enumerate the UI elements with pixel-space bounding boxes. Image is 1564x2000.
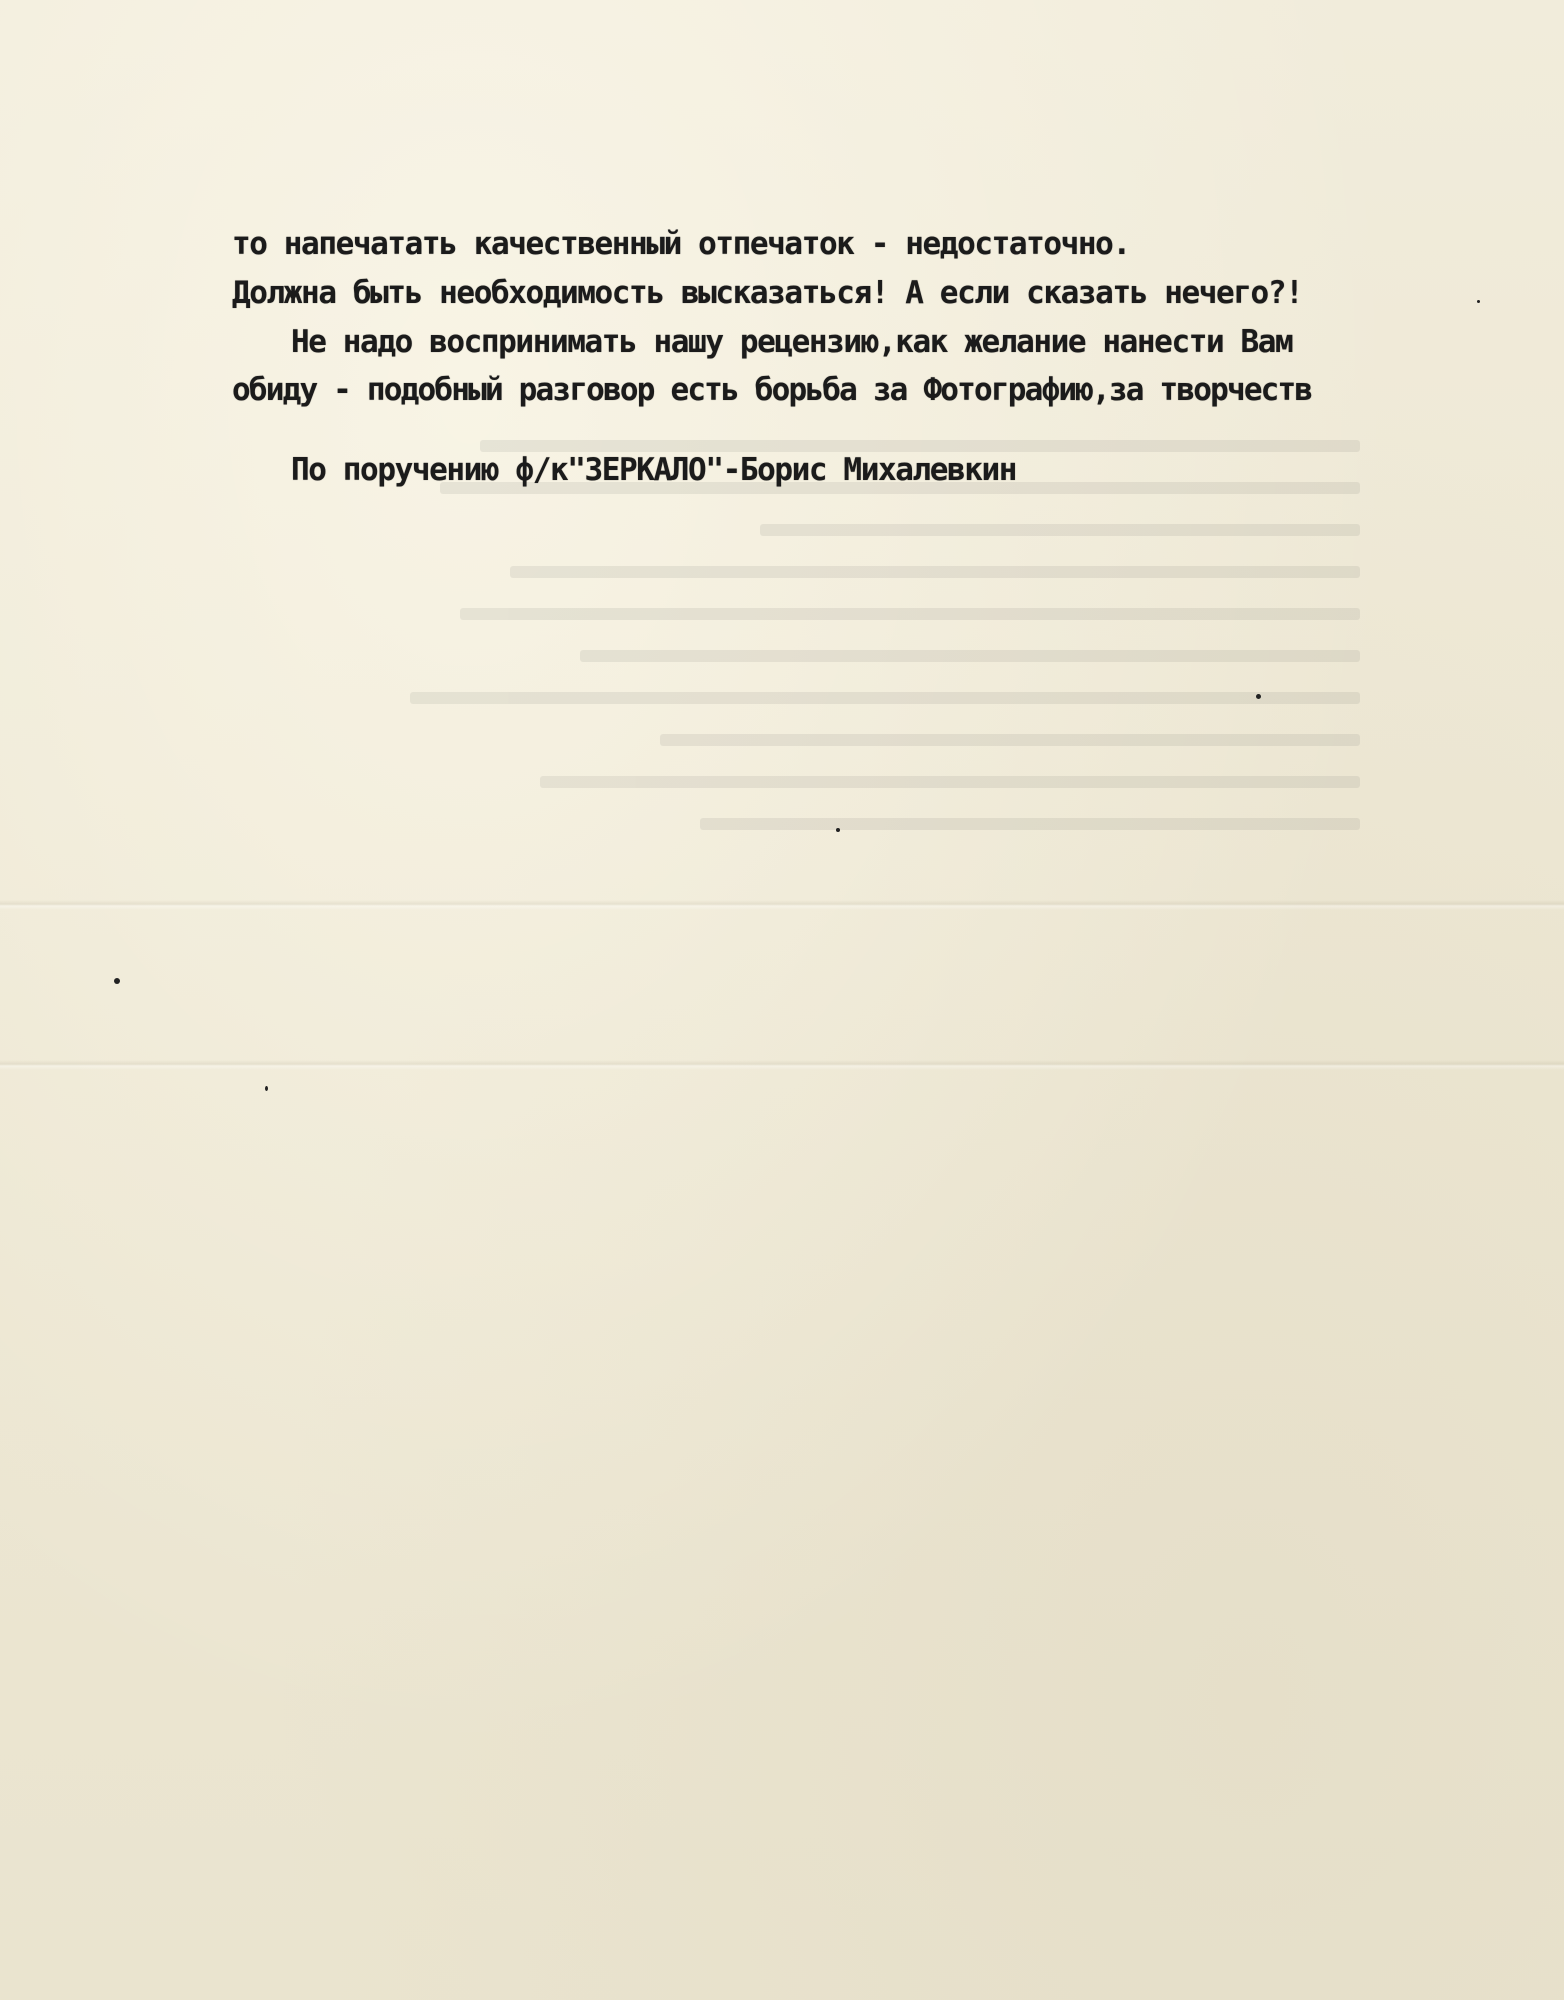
paper-speck [836, 828, 840, 832]
text-line-4: обиду - подобный разговор есть борьба за Фотографию,за творчеств [232, 372, 1312, 408]
text-line-3: Не надо воспринимать нашу рецензию,как желание нанести Вам [291, 324, 1293, 360]
paper-speck [265, 1086, 268, 1091]
paper-speck [1477, 300, 1480, 303]
text-line-2: Должна быть необходимость высказаться! А если сказать нечего?! [232, 275, 1303, 311]
paper-speck [114, 978, 120, 984]
paper-speck [1256, 694, 1261, 699]
text-line-1: то напечатать качественный отпечаток - недостаточно. [232, 226, 1130, 262]
signature-line: По поручению ф/к"ЗЕРКАЛО"-Борис Михалевкин [291, 452, 1017, 488]
